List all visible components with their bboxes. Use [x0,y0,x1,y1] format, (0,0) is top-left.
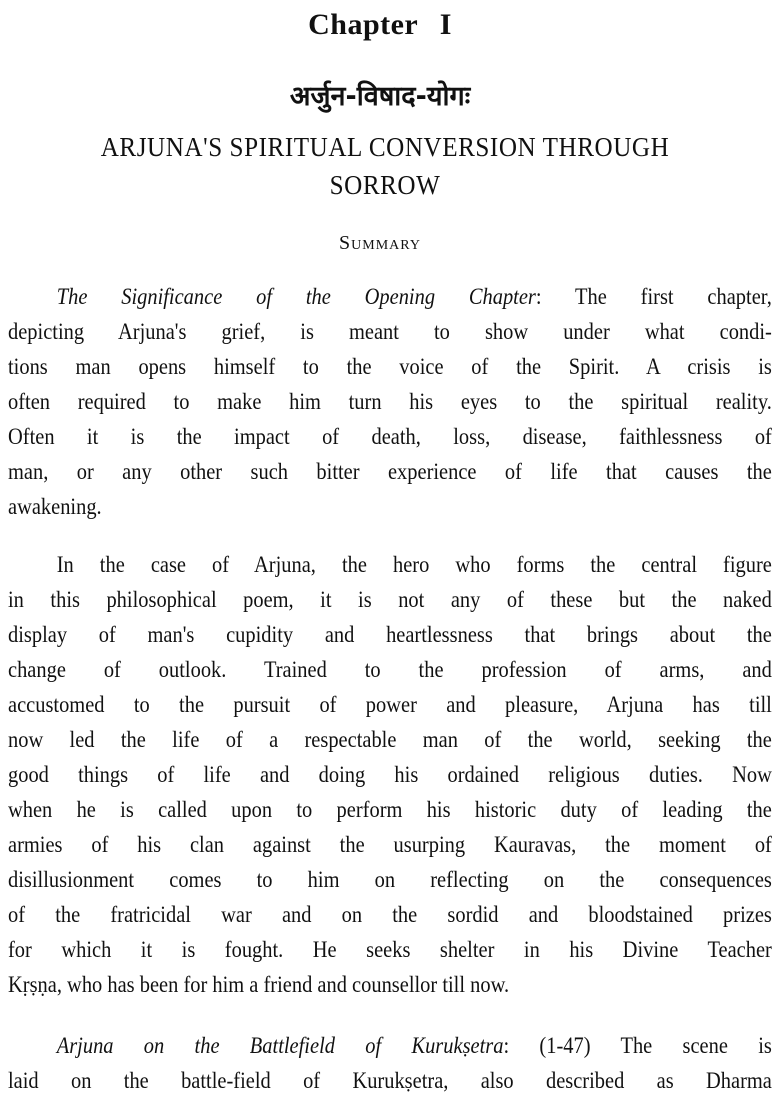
chapter-subtitle-line-1: ARJUNA'S SPIRITUAL CONVERSION THROUGH [100,132,670,162]
line-text: The first chapter, [541,284,772,310]
paragraph-line: when he is called upon to perform his historic duty of leading the [8,797,772,823]
paragraph-line: for which it is fought. He seeks shelter in his Divine Teacher [8,937,772,963]
summary-heading: Summary [339,232,421,254]
chapter-subtitle-line-2: SORROW [329,170,441,200]
sanskrit-chapter-title: अर्जुन-विषाद-योगः [289,81,471,112]
paragraph-heading: The Significance of the Opening Chapter [56,284,536,310]
paragraph-line [8,1029,772,1064]
paragraph-line: now led the life of a respectable man of the world, seeking the [8,727,772,753]
paragraph-line: In the case of Arjuna, the hero who forms the central figure [56,552,772,578]
paragraph-line: Often it is the impact of death, loss, disease, faithlessness of [8,424,772,450]
paragraph-line: disillusionment comes to him on reflecting on the consequences [8,867,772,893]
paragraph-significance [8,280,772,525]
paragraph-line: often required to make him turn his eyes to the spiritual reality. [8,389,772,415]
heading-separator: : [535,284,542,310]
paragraph-line: change of outlook. Trained to the profession of arms, and [8,657,772,683]
paragraph-line: of the fratricidal war and on the sordid and bloodstained prizes [8,902,772,928]
paragraph-line: tions man opens himself to the voice of the Spirit. A crisis is [8,354,772,380]
chapter-title: Chapter I [308,8,452,41]
paragraph-arjuna-case [8,548,772,1003]
paragraph-line: good things of life and doing his ordained religious duties. Now [8,762,772,788]
paragraph-heading: Arjuna on the Battlefield of Kurukṣetra [56,1033,504,1059]
line-text: (1-47) The scene is [509,1033,772,1059]
paragraph-line: awakening. [8,494,102,520]
paragraph-line: man, or any other such bitter experience of life that causes the [8,459,772,485]
paragraph-line: display of man's cupidity and heartlessness that brings about the [8,622,772,648]
paragraph-line: armies of his clan against the usurping Kauravas, the moment of [8,832,772,858]
chapter-subtitle [27,128,743,204]
paragraph-line: accustomed to the pursuit of power and pleasure, Arjuna has till [8,692,772,718]
paragraph-line: Kṛṣṇa, who has been for him a friend and counsellor till now. [8,972,510,998]
heading-separator: : [503,1033,510,1059]
paragraph-line [8,280,772,315]
paragraph-line: in this philosophical poem, it is not any of these but the naked [8,587,772,613]
paragraph-battlefield [8,1029,772,1099]
paragraph-line: depicting Arjuna's grief, is meant to show under what condi- [8,319,772,345]
paragraph-line: laid on the battle-field of Kurukṣetra, also described as Dharma [8,1068,772,1094]
